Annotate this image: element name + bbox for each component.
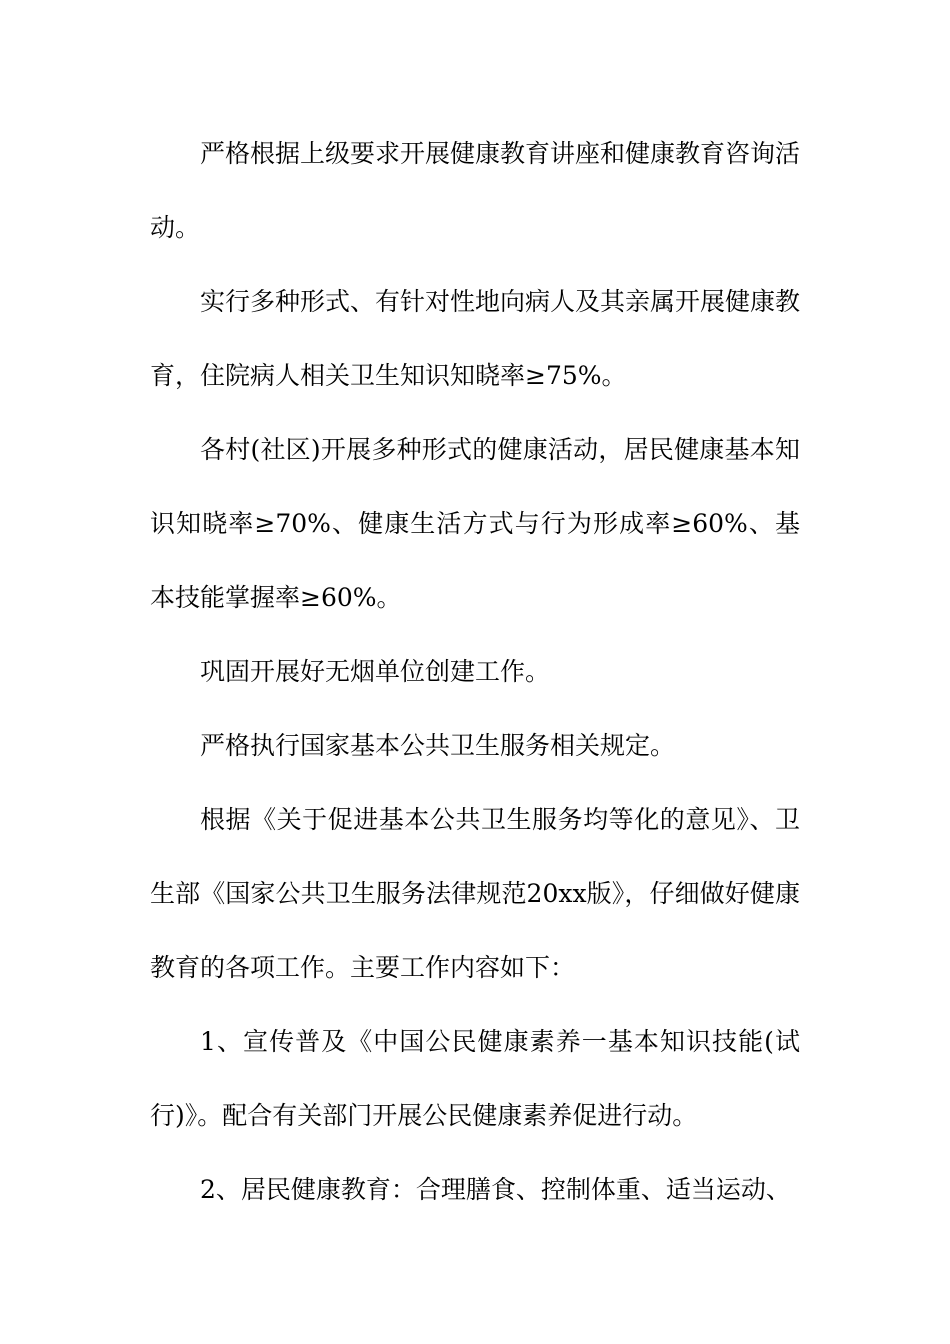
paragraph-smoke-free: 巩固开展好无烟单位创建工作。 bbox=[200, 657, 551, 686]
paragraph-regulations: 严格执行国家基本公共卫生服务相关规定。 bbox=[200, 731, 676, 760]
list-item-1: 1、宣传普及《中国公民健康素养一基本知识技能(试行)》。配合有关部门开展公民健康素养促进行动。 bbox=[150, 1027, 800, 1130]
paragraph-patient-education: 实行多种形式、有针对性地向病人及其亲属开展健康教育，住院病人相关卫生知识知晓率≥75%。 bbox=[150, 287, 801, 390]
paragraph-basis: 根据《关于促进基本公共卫生服务均等化的意见》、卫生部《国家公共卫生服务法律规范20xx版》，仔细做好健康教育的各项工作。主要工作内容如下： bbox=[150, 805, 800, 982]
paragraph-village-activities: 各村(社区)开展多种形式的健康活动，居民健康基本知识知晓率≥70%、健康生活方式与行为形成率≥60%、基本技能掌握率≥60%。 bbox=[150, 435, 800, 612]
paragraph-lectures: 严格根据上级要求开展健康教育讲座和健康教育咨询活动。 bbox=[150, 139, 801, 242]
document-body bbox=[150, 117, 800, 1227]
list-item-2: 2、居民健康教育：合理膳食、控制体重、适当运动、 bbox=[200, 1175, 791, 1204]
